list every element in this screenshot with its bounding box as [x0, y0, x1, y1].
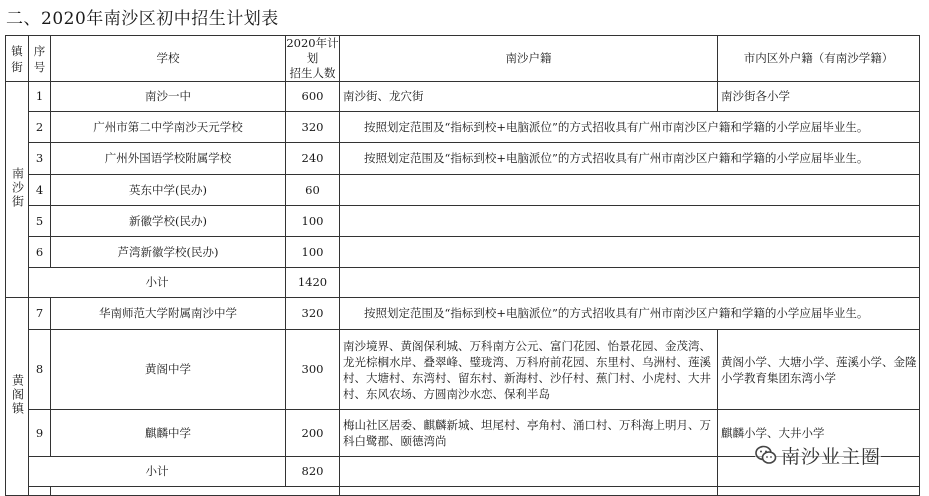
admission-rule-cell: 按照划定范围及“指标到校+电脑派位”的方式招收具有广州市南沙区户籍和学籍的小学应届毕业生。 — [340, 298, 920, 330]
seq-cell: 3 — [29, 143, 51, 175]
subtotal-empty — [340, 268, 920, 298]
school-cell: 芦湾新徽学校(民办) — [51, 237, 286, 268]
subtotal-value: 1420 — [286, 268, 340, 298]
school-cell: 南沙一中 — [51, 82, 286, 112]
nansha-hukou-cell: 南沙境界、黄阁保利城、万科南方公元、富门花园、怡景花园、金茂湾、龙光棕榈水岸、叠翠峰、璧珑湾、万科府前花园、东里村、乌洲村、莲溪村、大塘村、东湾村、留东村、新海村、沙仔村、蕉门村、小虎村、大井村、东风农场、方圆南沙水恋、保利半岛 — [340, 330, 718, 410]
header-outside-hukou: 市内区外户籍（有南沙学籍） — [718, 36, 920, 82]
subtotal-label: 小计 — [29, 457, 286, 487]
header-plan-line2: 招生人数 — [289, 66, 336, 80]
plan-cell: 200 — [286, 410, 340, 457]
header-plan-line1: 2020年计划 — [286, 36, 339, 65]
table-row — [6, 112, 920, 143]
subtotal-empty — [340, 457, 718, 487]
wechat-icon — [755, 445, 777, 465]
table-row — [6, 82, 920, 112]
seq-cell: 2 — [29, 112, 51, 143]
school-cell: 广州市第二中学南沙天元学校 — [51, 112, 286, 143]
nansha-hukou-cell: 南沙街、龙穴街 — [340, 82, 718, 112]
admission-rule-cell — [340, 237, 920, 268]
subtotal-value: 820 — [286, 457, 340, 487]
seq-cell: 5 — [29, 206, 51, 237]
seq-cell: 8 — [29, 330, 51, 410]
subtotal-label: 小计 — [29, 268, 286, 298]
town-cell-nansha: 南沙街 — [6, 82, 29, 298]
plan-cell: 60 — [286, 175, 340, 206]
admission-rule-cell: 按照划定范围及“指标到校+电脑派位”的方式招收具有广州市南沙区户籍和学籍的小学应届毕业生。 — [340, 112, 920, 143]
admission-rule-cell — [340, 175, 920, 206]
outside-hukou-cell: 黄阁小学、大塘小学、莲溪小学、金隆小学教育集团东湾小学 — [718, 330, 920, 410]
header-school: 学校 — [51, 36, 286, 82]
seq-cell: 4 — [29, 175, 51, 206]
town-cell-huangge: 黄阁镇 — [6, 298, 29, 496]
plan-cell: 320 — [286, 298, 340, 330]
header-town: 镇街 — [6, 36, 29, 82]
table-row — [6, 206, 920, 237]
header-plan — [286, 36, 340, 82]
table-row — [6, 298, 920, 330]
admission-rule-cell: 按照划定范围及“指标到校+电脑派位”的方式招收具有广州市南沙区户籍和学籍的小学应届毕业生。 — [340, 143, 920, 175]
outside-hukou-cell: 麒麟小学、大井小学 — [718, 410, 920, 457]
table-row — [6, 175, 920, 206]
seq-cell: 9 — [29, 410, 51, 457]
school-cell: 黄阁中学 — [51, 330, 286, 410]
plan-cell: 320 — [286, 112, 340, 143]
school-cell: 麒麟中学 — [51, 410, 286, 457]
table-row — [6, 330, 920, 410]
school-cell: 新徽学校(民办) — [51, 206, 286, 237]
header-nansha-hukou: 南沙户籍 — [340, 36, 718, 82]
school-cell: 华南师范大学附属南沙中学 — [51, 298, 286, 330]
page-title: 二、2020年南沙区初中招生计划表 — [6, 9, 279, 29]
watermark — [755, 444, 881, 466]
enrollment-plan-table — [5, 35, 920, 496]
school-cell: 广州外国语学校附属学校 — [51, 143, 286, 175]
watermark-text: 南沙业主圈 — [781, 445, 882, 468]
subtotal-row — [6, 268, 920, 298]
plan-cell: 240 — [286, 143, 340, 175]
table-row-cut — [6, 487, 920, 496]
table-row — [6, 237, 920, 268]
table-row — [6, 143, 920, 175]
plan-cell: 100 — [286, 237, 340, 268]
plan-cell: 600 — [286, 82, 340, 112]
plan-cell: 300 — [286, 330, 340, 410]
school-cell: 英东中学(民办) — [51, 175, 286, 206]
seq-cell: 1 — [29, 82, 51, 112]
table-header-row — [6, 36, 920, 82]
plan-cell: 100 — [286, 206, 340, 237]
admission-rule-cell — [340, 206, 920, 237]
seq-cell: 6 — [29, 237, 51, 268]
outside-hukou-cell: 南沙街各小学 — [718, 82, 920, 112]
nansha-hukou-cell: 梅山社区居委、麒麟新城、坦尾村、亭角村、涌口村、万科海上明月、万科白鹭郡、颐德湾尚 — [340, 410, 718, 457]
header-seq: 序号 — [29, 36, 51, 82]
seq-cell: 7 — [29, 298, 51, 330]
